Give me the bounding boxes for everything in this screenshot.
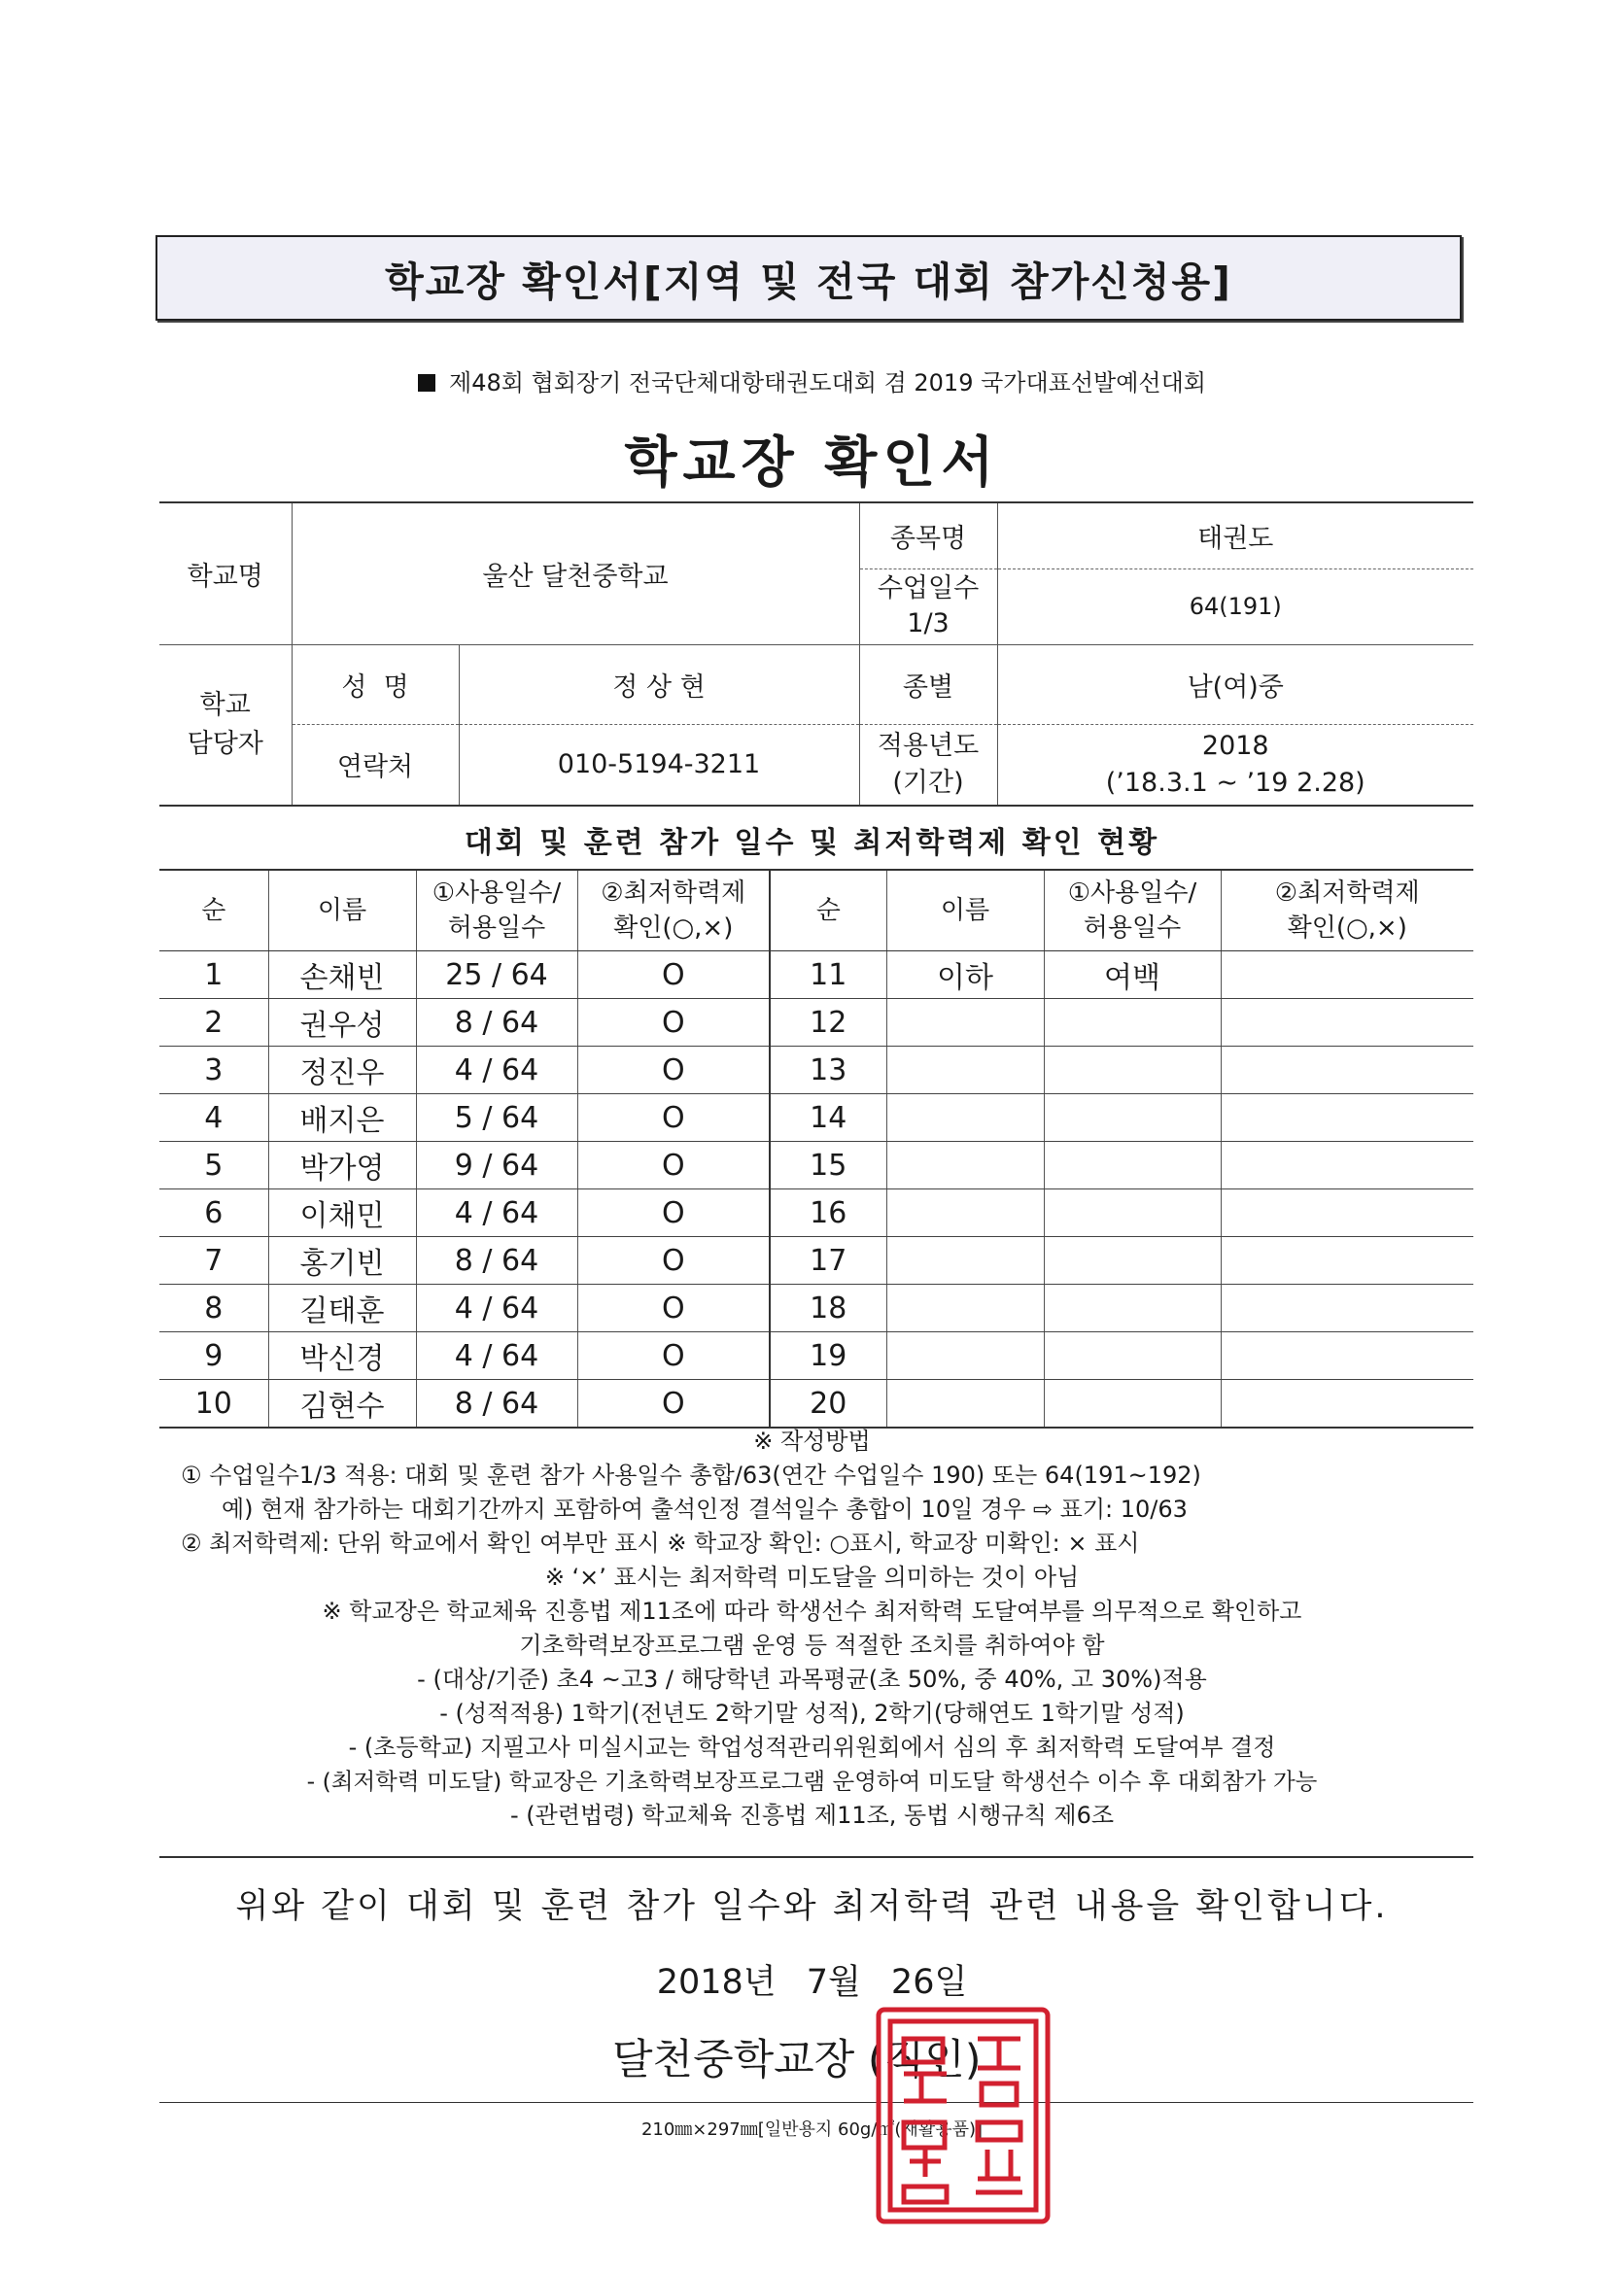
seal-glyph-5 — [904, 2187, 1022, 2202]
note-5: - (대상/기준) 초4 ~고3 / 해당학년 과목평균(초 50%, 중 40%, 고 30%)적용 — [417, 1666, 1207, 1693]
header-min-academic — [577, 870, 770, 951]
class-days-label — [859, 568, 997, 644]
header-min-academic-line2: 확인(○,×) — [613, 913, 734, 943]
right-no-cell: 14 — [770, 1094, 886, 1142]
divider-top — [159, 1856, 1473, 1858]
school-label: 학교명 — [159, 502, 292, 644]
right-name-cell — [886, 1189, 1044, 1237]
right-name-cell — [886, 1380, 1044, 1429]
document-title: 학교장 확인서 — [624, 431, 1000, 495]
header-min-academic-right-line1: ②최저학력제 — [1274, 878, 1420, 908]
right-check-cell — [1221, 1380, 1473, 1429]
left-no-cell: 3 — [159, 1047, 268, 1094]
right-days-cell — [1044, 1380, 1221, 1429]
right-check-cell — [1221, 1047, 1473, 1094]
left-days-cell: 9 / 64 — [416, 1142, 577, 1189]
left-no-cell: 2 — [159, 999, 268, 1047]
gender-value: 남(여)중 — [997, 644, 1473, 724]
right-check-cell — [1221, 1332, 1473, 1380]
right-no-cell: 13 — [770, 1047, 886, 1094]
right-name-cell — [886, 1237, 1044, 1285]
left-no-cell: 1 — [159, 951, 268, 999]
right-days-cell — [1044, 1237, 1221, 1285]
right-no-cell: 16 — [770, 1189, 886, 1237]
event-name: 제48회 협회장기 전국단체대항태권도대회 겸 2019 국가대표선발예선대회 — [449, 369, 1206, 396]
year-label-line2: (기간) — [892, 767, 964, 798]
table-row — [159, 1047, 1473, 1094]
seal-glyph-3 — [904, 2122, 945, 2177]
left-no-cell: 5 — [159, 1142, 268, 1189]
left-check-cell: O — [577, 1189, 770, 1237]
left-name-cell: 이채민 — [268, 1189, 416, 1237]
form-title: 학교장 확인서[지역 및 전국 대회 참가신청용] — [385, 258, 1232, 305]
gender-label: 종별 — [859, 644, 997, 724]
note-8: - (최저학력 미도달) 학교장은 기초학력보장프로그램 운영하여 미도달 학생선수 이수 후 대회참가 가능 — [306, 1768, 1318, 1795]
seal-glyph-2 — [978, 2039, 1020, 2105]
manager-label — [159, 644, 292, 806]
seal-strokes — [879, 2010, 1048, 2221]
right-check-cell — [1221, 951, 1473, 999]
left-name-cell: 박가영 — [268, 1142, 416, 1189]
left-check-cell: O — [577, 1094, 770, 1142]
official-seal-icon — [871, 2002, 1055, 2229]
left-check-cell: O — [577, 1237, 770, 1285]
manager-label-line2: 담당자 — [187, 728, 263, 759]
left-days-cell: 8 / 64 — [416, 1237, 577, 1285]
left-name-cell: 권우성 — [268, 999, 416, 1047]
header-used-days-line1: ①사용일수/ — [432, 878, 562, 908]
header-name-right: 이름 — [886, 870, 1044, 951]
event-line — [0, 363, 1624, 397]
left-no-cell: 9 — [159, 1332, 268, 1380]
header-min-academic-right — [1221, 870, 1473, 951]
table-row — [159, 999, 1473, 1047]
right-days-cell — [1044, 1142, 1221, 1189]
left-days-cell: 8 / 64 — [416, 1380, 577, 1429]
left-days-cell: 5 / 64 — [416, 1094, 577, 1142]
left-check-cell: O — [577, 1142, 770, 1189]
table-row — [159, 1380, 1473, 1429]
note-3: ※ ‘×’ 표시는 최저학력 미도달을 의미하는 것이 아님 — [544, 1564, 1080, 1591]
header-used-days-right-line2: 허용일수 — [1083, 913, 1182, 943]
table-header-row — [159, 870, 1473, 951]
left-days-cell: 8 / 64 — [416, 999, 577, 1047]
right-days-cell — [1044, 1332, 1221, 1380]
left-check-cell: O — [577, 951, 770, 999]
date-text: 2018년 7월 26일 — [656, 1963, 968, 2002]
note-4: ※ 학교장은 학교체육 진흥법 제11조에 따라 학생선수 최저학력 도달여부를 의무적으로 확인하고 — [322, 1598, 1302, 1625]
left-days-cell: 4 / 64 — [416, 1047, 577, 1094]
header-used-days — [416, 870, 577, 951]
left-days-cell: 25 / 64 — [416, 951, 577, 999]
right-name-cell — [886, 1332, 1044, 1380]
right-no-cell: 12 — [770, 999, 886, 1047]
name-value: 정 상 현 — [459, 644, 859, 724]
sport-value: 태권도 — [997, 502, 1473, 568]
note-9: - (관련법령) 학교체육 진흥법 제11조, 동법 시행규칙 제6조 — [509, 1802, 1115, 1829]
right-no-cell: 17 — [770, 1237, 886, 1285]
right-name-cell — [886, 999, 1044, 1047]
year-value — [997, 724, 1473, 806]
form-title-box — [155, 235, 1462, 321]
left-no-cell: 4 — [159, 1094, 268, 1142]
class-days-label-line2: 1/3 — [907, 608, 950, 638]
year-label-line1: 적용년도 — [877, 730, 980, 761]
right-days-cell: 여백 — [1044, 951, 1221, 999]
header-no: 순 — [159, 870, 268, 951]
class-days-value: 64(191) — [997, 568, 1473, 644]
square-bullet-icon — [418, 374, 435, 392]
right-name-cell — [886, 1142, 1044, 1189]
sport-label: 종목명 — [859, 502, 997, 568]
notes-section — [0, 1425, 1624, 1833]
right-check-cell — [1221, 1189, 1473, 1237]
right-no-cell: 20 — [770, 1380, 886, 1429]
table-row — [159, 1237, 1473, 1285]
left-no-cell: 6 — [159, 1189, 268, 1237]
table-row — [159, 1142, 1473, 1189]
left-days-cell: 4 / 64 — [416, 1332, 577, 1380]
note-1: ① 수업일수1/3 적용: 대회 및 훈련 참가 사용일수 총합/63(연간 수업일수 190) 또는 64(191~192) — [181, 1462, 1201, 1489]
left-check-cell: O — [577, 1285, 770, 1332]
left-name-cell: 홍기빈 — [268, 1237, 416, 1285]
right-no-cell: 18 — [770, 1285, 886, 1332]
header-used-days-right-line1: ①사용일수/ — [1067, 878, 1197, 908]
right-name-cell — [886, 1047, 1044, 1094]
table-row — [159, 951, 1473, 999]
note-7: - (초등학교) 지필고사 미실시교는 학업성적관리위원회에서 심의 후 최저학력 도달여부 결정 — [348, 1734, 1276, 1761]
table-row — [159, 1285, 1473, 1332]
notes-heading: ※ 작성방법 — [753, 1428, 871, 1455]
year-label — [859, 724, 997, 806]
right-name-cell — [886, 1285, 1044, 1332]
right-days-cell — [1044, 999, 1221, 1047]
seal-glyph-4 — [978, 2122, 1020, 2179]
left-name-cell: 정진우 — [268, 1047, 416, 1094]
left-name-cell: 손채빈 — [268, 951, 416, 999]
contact-value: 010-5194-3211 — [459, 724, 859, 806]
left-name-cell: 길태훈 — [268, 1285, 416, 1332]
left-name-cell: 배지은 — [268, 1094, 416, 1142]
right-check-cell — [1221, 1094, 1473, 1142]
note-2: ② 최저학력제: 단위 학교에서 확인 여부만 표시 ※ 학교장 확인: ○표시, 학교장 미확인: × 표시 — [181, 1530, 1140, 1557]
left-days-cell: 4 / 64 — [416, 1285, 577, 1332]
right-no-cell: 19 — [770, 1332, 886, 1380]
manager-label-line1: 학교 — [199, 689, 251, 720]
header-name: 이름 — [268, 870, 416, 951]
table-row — [159, 1094, 1473, 1142]
left-check-cell: O — [577, 1047, 770, 1094]
right-days-cell — [1044, 1285, 1221, 1332]
left-no-cell: 8 — [159, 1285, 268, 1332]
right-days-cell — [1044, 1189, 1221, 1237]
left-no-cell: 7 — [159, 1237, 268, 1285]
school-name: 울산 달천중학교 — [292, 502, 859, 644]
right-check-cell — [1221, 1285, 1473, 1332]
right-days-cell — [1044, 1047, 1221, 1094]
school-info-table — [159, 501, 1473, 807]
header-no-right: 순 — [770, 870, 886, 951]
right-check-cell — [1221, 1142, 1473, 1189]
table-row — [159, 1189, 1473, 1237]
table-title: 대회 및 훈련 참가 일수 및 최저학력제 확인 현황 — [464, 826, 1160, 860]
right-name-cell: 이하 — [886, 951, 1044, 999]
principal-signature: 달천중학교장 (직인) — [612, 2036, 982, 2084]
left-days-cell: 4 / 64 — [416, 1189, 577, 1237]
header-used-days-line2: 허용일수 — [447, 913, 546, 943]
participation-table — [159, 869, 1473, 1429]
left-name-cell: 박신경 — [268, 1332, 416, 1380]
left-check-cell: O — [577, 1332, 770, 1380]
header-used-days-right — [1044, 870, 1221, 951]
note-4-cont: 기초학력보장프로그램 운영 등 적절한 조치를 취하여야 함 — [519, 1632, 1105, 1659]
left-check-cell: O — [577, 999, 770, 1047]
note-1-example: 예) 현재 참가하는 대회기간까지 포함하여 출석인정 결석일수 총합이 10일 경우 ⇨ 표기: 10/63 — [222, 1496, 1188, 1523]
table-row — [159, 1332, 1473, 1380]
right-days-cell — [1044, 1094, 1221, 1142]
right-name-cell — [886, 1094, 1044, 1142]
confirmation-text: 위와 같이 대회 및 훈련 참가 일수와 최저학력 관련 내용을 확인합니다. — [235, 1887, 1389, 1926]
divider-bottom — [159, 2102, 1473, 2103]
note-6: - (성적적용) 1학기(전년도 2학기말 성적), 2학기(당해연도 1학기말 성적) — [439, 1700, 1185, 1727]
header-min-academic-line1: ②최저학력제 — [601, 878, 746, 908]
seal-inner-border — [890, 2021, 1036, 2210]
year-value-period: (’18.3.1 ~ ’19 2.28) — [1105, 767, 1365, 798]
right-check-cell — [1221, 999, 1473, 1047]
paper-spec: 210㎜×297㎜[일반용지 60g/㎡(재활용품)] — [640, 2119, 984, 2140]
name-label: 성 명 — [292, 644, 459, 724]
left-name-cell: 김현수 — [268, 1380, 416, 1429]
header-min-academic-right-line2: 확인(○,×) — [1287, 913, 1407, 943]
contact-label: 연락처 — [292, 724, 459, 806]
right-no-cell: 11 — [770, 951, 886, 999]
left-check-cell: O — [577, 1380, 770, 1429]
seal-glyph-1 — [904, 2039, 947, 2101]
year-value-line1: 2018 — [1201, 730, 1269, 761]
right-check-cell — [1221, 1237, 1473, 1285]
class-days-label-line1: 수업일수 — [877, 573, 980, 603]
left-no-cell: 10 — [159, 1380, 268, 1429]
right-no-cell: 15 — [770, 1142, 886, 1189]
